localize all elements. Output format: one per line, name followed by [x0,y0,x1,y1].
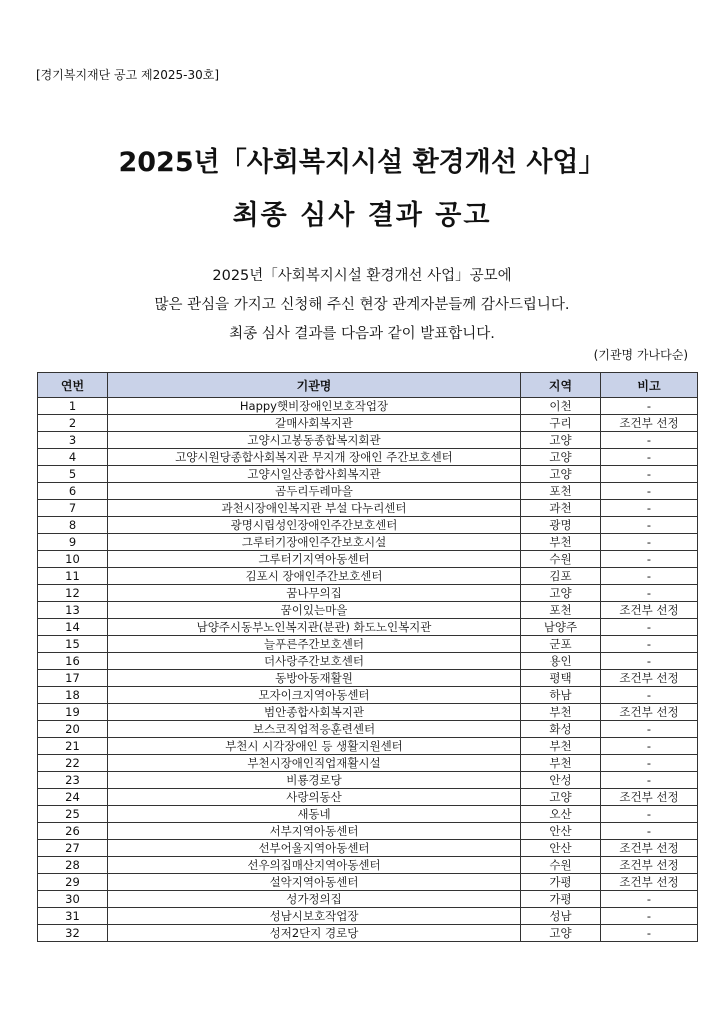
cell-institution-name: 그루터기지역아동센터 [108,551,521,568]
cell-region: 부천 [521,534,601,551]
cell-region: 포천 [521,483,601,500]
cell-serial-number: 8 [38,517,108,534]
cell-remarks: - [601,653,698,670]
table-row [38,908,698,925]
table-row [38,602,698,619]
cell-institution-name: 선우의집매산지역아동센터 [108,857,521,874]
table-row [38,823,698,840]
table-row [38,653,698,670]
cell-region: 화성 [521,721,601,738]
table-row [38,551,698,568]
cell-region: 포천 [521,602,601,619]
cell-serial-number: 7 [38,500,108,517]
cell-region: 과천 [521,500,601,517]
cell-serial-number: 15 [38,636,108,653]
intro-line: 최종 심사 결과를 다음과 같이 발표합니다. [229,326,495,342]
page-title: 2025년「사회복지시설 환경개선 사업」 [118,147,606,178]
cell-institution-name: 늘푸른주간보호센터 [108,636,521,653]
cell-remarks: 조건부 선정 [601,857,698,874]
cell-remarks: - [601,619,698,636]
table-row [38,840,698,857]
intro-line: 많은 관심을 가지고 신청해 주신 현장 관계자분들께 감사드립니다. [154,297,570,313]
cell-institution-name: 과천시장애인복지관 부설 다누리센터 [108,500,521,517]
cell-region: 남양주 [521,619,601,636]
cell-institution-name: 김포시 장애인주간보호센터 [108,568,521,585]
cell-region: 군포 [521,636,601,653]
cell-remarks: - [601,687,698,704]
intro-text [0,262,724,349]
cell-region: 고양 [521,466,601,483]
table-row [38,619,698,636]
table-row [38,670,698,687]
cell-serial-number: 27 [38,840,108,857]
cell-serial-number: 28 [38,857,108,874]
cell-serial-number: 2 [38,415,108,432]
cell-remarks: - [601,772,698,789]
cell-institution-name: 사랑의동산 [108,789,521,806]
cell-serial-number: 4 [38,449,108,466]
cell-region: 용인 [521,653,601,670]
cell-institution-name: 성남시보호작업장 [108,908,521,925]
cell-region: 수원 [521,857,601,874]
cell-remarks: 조건부 선정 [601,704,698,721]
cell-region: 오산 [521,806,601,823]
cell-serial-number: 12 [38,585,108,602]
cell-region: 부천 [521,704,601,721]
cell-region: 고양 [521,925,601,942]
cell-serial-number: 24 [38,789,108,806]
cell-remarks: - [601,755,698,772]
cell-remarks: - [601,585,698,602]
header-serial-number: 연번 [38,373,108,398]
cell-region: 이천 [521,398,601,415]
cell-serial-number: 26 [38,823,108,840]
table-row [38,568,698,585]
cell-institution-name: 부천시 시각장애인 등 생활지원센터 [108,738,521,755]
table-row [38,517,698,534]
announcement-number: [경기복지재단 공고 제2025-30호] [36,68,220,82]
table-row [38,704,698,721]
cell-remarks: 조건부 선정 [601,670,698,687]
cell-region: 광명 [521,517,601,534]
table-row [38,398,698,415]
cell-remarks: - [601,517,698,534]
cell-region: 부천 [521,755,601,772]
cell-institution-name: 고양시일산종합사회복지관 [108,466,521,483]
header-institution-name: 기관명 [108,373,521,398]
cell-serial-number: 31 [38,908,108,925]
cell-remarks: - [601,806,698,823]
cell-region: 고양 [521,789,601,806]
cell-serial-number: 20 [38,721,108,738]
cell-remarks: 조건부 선정 [601,840,698,857]
cell-remarks: - [601,891,698,908]
cell-institution-name: 성저2단지 경로당 [108,925,521,942]
cell-region: 성남 [521,908,601,925]
cell-institution-name: 그루터기장애인주간보호시설 [108,534,521,551]
cell-serial-number: 1 [38,398,108,415]
cell-serial-number: 29 [38,874,108,891]
table-row [38,925,698,942]
cell-institution-name: 모자이크지역아동센터 [108,687,521,704]
table-header-row [38,373,698,398]
page-subtitle: 최종 심사 결과 공고 [232,200,492,231]
cell-institution-name: 꿈이있는마을 [108,602,521,619]
cell-institution-name: 범안종합사회복지관 [108,704,521,721]
table-row [38,585,698,602]
cell-remarks: - [601,925,698,942]
cell-institution-name: 새동네 [108,806,521,823]
cell-region: 고양 [521,432,601,449]
table-row [38,687,698,704]
cell-region: 구리 [521,415,601,432]
sort-note: (기관명 가나다순) [593,348,688,362]
cell-remarks: - [601,551,698,568]
cell-serial-number: 3 [38,432,108,449]
cell-institution-name: 광명시립성인장애인주간보호센터 [108,517,521,534]
cell-region: 안성 [521,772,601,789]
cell-region: 수원 [521,551,601,568]
cell-remarks: 조건부 선정 [601,415,698,432]
cell-region: 가평 [521,874,601,891]
cell-serial-number: 5 [38,466,108,483]
cell-remarks: 조건부 선정 [601,602,698,619]
cell-region: 안산 [521,823,601,840]
cell-institution-name: 곰두리두레마을 [108,483,521,500]
cell-institution-name: 갈매사회복지관 [108,415,521,432]
cell-serial-number: 23 [38,772,108,789]
cell-institution-name: 고양시원당종합사회복지관 무지개 장애인 주간보호센터 [108,449,521,466]
cell-region: 하남 [521,687,601,704]
table-row [38,891,698,908]
cell-remarks: - [601,466,698,483]
cell-serial-number: 25 [38,806,108,823]
cell-serial-number: 10 [38,551,108,568]
cell-region: 고양 [521,585,601,602]
cell-serial-number: 9 [38,534,108,551]
table-row [38,466,698,483]
cell-institution-name: 부천시장애인직업재활시설 [108,755,521,772]
cell-remarks: - [601,449,698,466]
table-row [38,500,698,517]
cell-serial-number: 21 [38,738,108,755]
cell-institution-name: 성가정의집 [108,891,521,908]
table-row [38,772,698,789]
cell-remarks: 조건부 선정 [601,789,698,806]
cell-region: 평택 [521,670,601,687]
cell-remarks: - [601,483,698,500]
header-remarks: 비고 [601,373,698,398]
cell-remarks: - [601,432,698,449]
table-row [38,483,698,500]
cell-institution-name: 더사랑주간보호센터 [108,653,521,670]
cell-region: 부천 [521,738,601,755]
cell-remarks: - [601,823,698,840]
intro-line: 2025년「사회복지시설 환경개선 사업」공모에 [212,268,512,284]
table-row [38,789,698,806]
cell-institution-name: 보스코직업적응훈련센터 [108,721,521,738]
cell-serial-number: 19 [38,704,108,721]
header-region: 지역 [521,373,601,398]
cell-institution-name: 서부지역아동센터 [108,823,521,840]
cell-region: 안산 [521,840,601,857]
cell-serial-number: 22 [38,755,108,772]
cell-region: 김포 [521,568,601,585]
table-row [38,534,698,551]
cell-remarks: - [601,738,698,755]
cell-remarks: - [601,534,698,551]
table-row [38,449,698,466]
table-row [38,755,698,772]
cell-serial-number: 32 [38,925,108,942]
cell-remarks: - [601,568,698,585]
table-row [38,432,698,449]
cell-institution-name: 고양시고봉동종합복지회관 [108,432,521,449]
cell-region: 가평 [521,891,601,908]
table-row [38,738,698,755]
table-row [38,636,698,653]
cell-institution-name: 꿈나무의집 [108,585,521,602]
cell-institution-name: 설악지역아동센터 [108,874,521,891]
cell-serial-number: 16 [38,653,108,670]
cell-serial-number: 18 [38,687,108,704]
table-row [38,415,698,432]
cell-serial-number: 6 [38,483,108,500]
cell-institution-name: 동방아동재활원 [108,670,521,687]
table-row [38,721,698,738]
cell-serial-number: 14 [38,619,108,636]
cell-serial-number: 30 [38,891,108,908]
cell-serial-number: 13 [38,602,108,619]
cell-serial-number: 11 [38,568,108,585]
cell-institution-name: 비룡경로당 [108,772,521,789]
cell-remarks: - [601,500,698,517]
cell-remarks: - [601,398,698,415]
cell-institution-name: 선부어울지역아동센터 [108,840,521,857]
cell-remarks: - [601,908,698,925]
table-row [38,857,698,874]
results-table [37,372,698,942]
cell-institution-name: Happy햇비장애인보호작업장 [108,398,521,415]
cell-region: 고양 [521,449,601,466]
cell-serial-number: 17 [38,670,108,687]
cell-remarks: 조건부 선정 [601,874,698,891]
cell-remarks: - [601,721,698,738]
cell-remarks: - [601,636,698,653]
cell-institution-name: 남양주시동부노인복지관(분관) 화도노인복지관 [108,619,521,636]
table-row [38,806,698,823]
table-row [38,874,698,891]
